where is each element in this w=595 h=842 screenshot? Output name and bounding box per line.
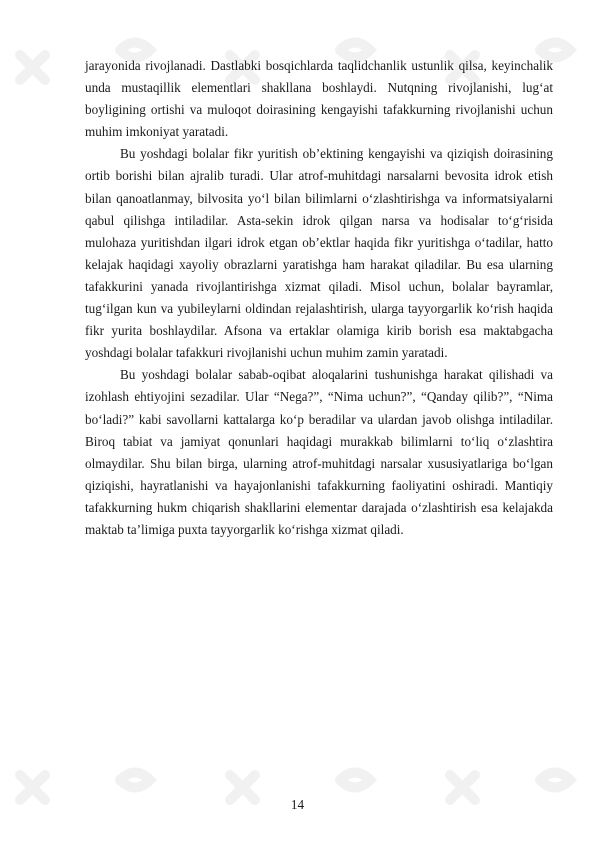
page-number: 14 — [290, 797, 305, 812]
paragraph-continuation: jarayonida rivojlanadi. Dastlabki bosqichlarda taqlidchanlik ustunlik qilsa, keyinchalik unda mustaqillik elementlari shakllana boshlaydi. Nutqning rivojlanishi, lug‘at boyligining ortishi va muloqot doirasining kengayishi tafakkurning rivojlanishi uchun muhim imkoniyat yaratadi. — [85, 58, 553, 140]
paragraph-thinking-development: Bu yoshdagi bolalar fikr yuritish ob’ektining kengayishi va qiziqish doirasining ortib borishi bilan ajralib turadi. Ular atrof-muhitdagi narsalarni bevosita idrok etish bilan qanoatlanmay, bilvosita yo‘l bilan bilimlarni o‘zlashtirishga va informatsiyalarni qabul qilishga intiladilar. Asta-sekin idrok qilgan narsa va hodisalar to‘g‘risida mulohaza yuritishdan ilgari idrok etgan ob’ektlar haqida fikr yuritishga o‘tadilar, hatto kelajak haqidagi xayoliy obrazlarni yaratishga ham harakat qiladilar. Bu esa ularning tafakkurini yanada rivojlantirishga xizmat qiladi. Misol uchun, bolalar bayramlar, tug‘ilgan kun va yubileylarni oldindan rejalashtirish, ularga tayyorgarlik ko‘rish haqida fikr yurita boshlaydilar. Afsona va ertaklar olamiga kirib borish esa maktabgacha yoshdagi bolalar tafakkuri rivojlanishi uchun muhim zamin yaratadi. — [85, 146, 553, 361]
paragraph-cause-effect: Bu yoshdagi bolalar sabab-oqibat aloqalarini tushunishga harakat qilishadi va izohlash ehtiyojini sezadilar. Ular “Nega?”, “Nima uchun?”, “Qanday qilib?”, “Nima bo‘ladi?” kabi savollarni kattalarga ko‘p beradilar va ulardan javob olishga intiladilar. Biroq tabiat va jamiyat qonunlari haqidagi murakkab bilimlarni to‘liq o‘zlashtira olmaydilar. Shu bilan birga, ularning atrof-muhitdagi narsalar xususiyatlariga bo‘lgan qiziqishi, hayratlanishi va hayajonlanishi tafakkurning faoliyatini oshiradi. Mantiqiy tafakkurning hukm chiqarish shakllarini elementar darajada o‘zlashtirish esa kelajakda maktab ta’limiga puxta tayyorgarlik ko‘rishga xizmat qiladi. — [85, 367, 553, 537]
page-body — [85, 55, 553, 541]
